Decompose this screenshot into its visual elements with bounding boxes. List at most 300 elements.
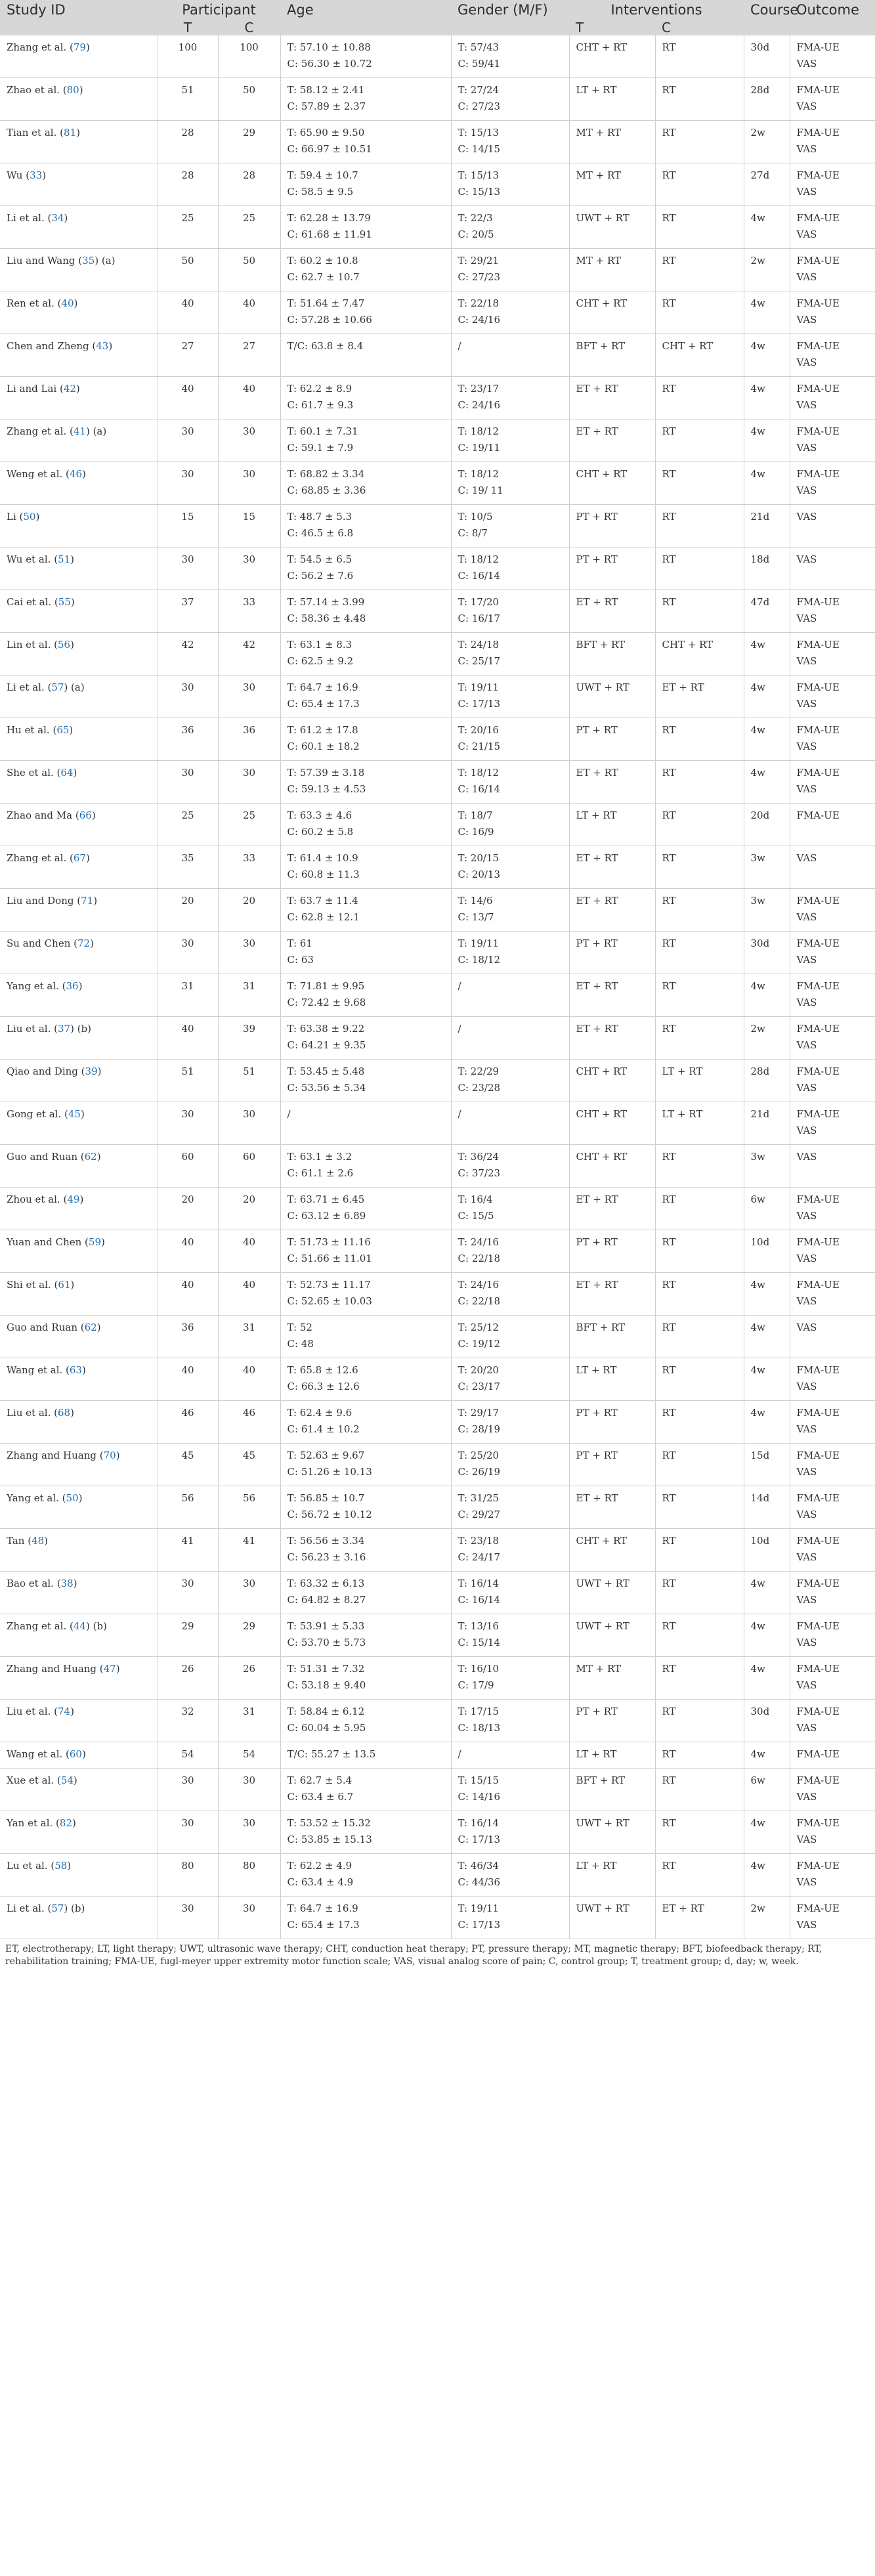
participant-t-cell: 30 <box>158 1811 218 1854</box>
outcome-cell <box>790 1017 875 1060</box>
participant-t-cell: 28 <box>158 121 218 163</box>
outcome-cell <box>790 1145 875 1188</box>
study-name: Guo and Ruan ( <box>7 1151 85 1163</box>
participant-c-cell: 27 <box>218 334 280 377</box>
course-cell: 4w <box>744 334 790 377</box>
intervention-c-cell: RT <box>655 78 744 121</box>
intervention-t-cell: ET + RT <box>569 1188 655 1230</box>
age-value: T: 48.7 ± 5.3 <box>287 511 352 523</box>
study-name: Su and Chen ( <box>7 937 77 949</box>
participant-c-cell: 56 <box>218 1486 280 1529</box>
gender-cell <box>451 1316 569 1358</box>
outcome-value: VAS <box>796 271 817 283</box>
reference-link[interactable]: 79 <box>73 41 86 53</box>
table-row <box>0 1401 875 1444</box>
gender-value: T: 18/12 <box>458 767 500 779</box>
participant-c-cell: 40 <box>218 1273 280 1316</box>
reference-link[interactable]: 47 <box>103 1663 116 1675</box>
intervention-t-cell: ET + RT <box>569 846 655 889</box>
outcome-value: FMA-UE <box>796 297 840 309</box>
intervention-c-cell: RT <box>655 974 744 1017</box>
course-cell: 30d <box>744 35 790 78</box>
intervention-c-cell: RT <box>655 249 744 291</box>
participant-t-cell: 15 <box>158 505 218 547</box>
study-name: Tian et al. ( <box>7 127 64 139</box>
gender-value: T: 16/4 <box>458 1193 493 1205</box>
intervention-c-cell: RT <box>655 1854 744 1897</box>
intervention-c-cell: RT <box>655 1188 744 1230</box>
participant-t-cell: 40 <box>158 1358 218 1401</box>
age-value: T: 65.8 ± 12.6 <box>287 1364 358 1376</box>
gender-value: T: 20/15 <box>458 852 500 864</box>
reference-link[interactable]: 74 <box>58 1706 71 1717</box>
intervention-t-cell: MT + RT <box>569 163 655 206</box>
outcome-value: FMA-UE <box>796 255 840 267</box>
study-name: Xue et al. ( <box>7 1774 61 1786</box>
reference-link[interactable]: 39 <box>85 1065 98 1077</box>
table-row <box>0 1742 875 1769</box>
gender-cell <box>451 1102 569 1145</box>
outcome-cell <box>790 121 875 163</box>
table-row <box>0 419 875 462</box>
intervention-t-cell: MT + RT <box>569 121 655 163</box>
reference-link[interactable]: 57 <box>51 681 64 693</box>
outcome-value: FMA-UE <box>796 468 840 480</box>
participant-t-cell: 30 <box>158 932 218 974</box>
participant-c-cell: 51 <box>218 1060 280 1102</box>
age-value: C: 60.2 ± 5.8 <box>287 826 354 838</box>
reference-link[interactable]: 54 <box>60 1774 74 1786</box>
reference-link[interactable]: 34 <box>51 212 64 224</box>
intervention-t-cell: ET + RT <box>569 889 655 932</box>
gender-value: T: 24/18 <box>458 639 500 651</box>
outcome-cell <box>790 291 875 334</box>
gender-value: C: 37/23 <box>458 1167 501 1179</box>
intervention-t-cell: PT + RT <box>569 1700 655 1742</box>
gender-value: C: 16/14 <box>458 570 501 582</box>
participant-c-cell: 60 <box>218 1145 280 1188</box>
reference-link[interactable]: 33 <box>30 169 43 181</box>
reference-link[interactable]: 45 <box>68 1108 81 1120</box>
gender-value: T: 25/12 <box>458 1321 500 1333</box>
intervention-c-cell: RT <box>655 35 744 78</box>
gender-value: C: 27/23 <box>458 100 501 112</box>
study-suffix: ) <box>101 1236 105 1248</box>
age-value: T/C: 55.27 ± 13.5 <box>287 1748 376 1760</box>
age-value: T: 60.1 ± 7.31 <box>287 425 358 437</box>
participant-c-cell: 28 <box>218 163 280 206</box>
gender-value: C: 16/17 <box>458 612 501 624</box>
reference-link[interactable]: 68 <box>58 1407 71 1419</box>
age-cell <box>280 1401 451 1444</box>
table-row <box>0 163 875 206</box>
reference-link[interactable]: 35 <box>82 255 95 267</box>
reference-link[interactable]: 66 <box>79 809 92 821</box>
age-cell <box>280 1316 451 1358</box>
study-suffix: ) <box>79 84 83 96</box>
table-row <box>0 1897 875 1939</box>
study-name: Tan ( <box>7 1535 32 1547</box>
outcome-value: VAS <box>796 1210 817 1222</box>
participant-t-cell: 40 <box>158 377 218 419</box>
outcome-cell <box>790 1060 875 1102</box>
course-cell: 4w <box>744 1854 790 1897</box>
participant-t-cell: 51 <box>158 78 218 121</box>
age-value: T: 60.2 ± 10.8 <box>287 255 358 267</box>
gender-value: / <box>458 1108 461 1120</box>
intervention-t-cell: UWT + RT <box>569 1572 655 1614</box>
outcome-value: VAS <box>796 1876 817 1888</box>
outcome-value: VAS <box>796 1637 817 1648</box>
reference-link[interactable]: 81 <box>63 127 77 139</box>
intervention-t-cell: ET + RT <box>569 761 655 804</box>
participant-c-cell: 46 <box>218 1401 280 1444</box>
outcome-cell <box>790 718 875 761</box>
gender-cell <box>451 1273 569 1316</box>
intervention-c-cell: CHT + RT <box>655 334 744 377</box>
intervention-c-cell: ET + RT <box>655 1897 744 1939</box>
study-name: Wu et al. ( <box>7 553 58 565</box>
age-value: T: 57.39 ± 3.18 <box>287 767 365 779</box>
age-cell <box>280 1230 451 1273</box>
gender-value: C: 28/19 <box>458 1423 501 1435</box>
participant-t-cell: 40 <box>158 1230 218 1273</box>
participant-c-cell: 30 <box>218 932 280 974</box>
gender-value: C: 14/15 <box>458 143 501 155</box>
course-cell: 4w <box>744 676 790 718</box>
intervention-c-cell: RT <box>655 206 744 249</box>
study-suffix: ) <box>90 937 94 949</box>
intervention-c-cell: RT <box>655 718 744 761</box>
intervention-t-cell: CHT + RT <box>569 462 655 505</box>
outcome-value: VAS <box>796 186 817 198</box>
gender-cell <box>451 761 569 804</box>
study-id-cell <box>0 633 158 676</box>
intervention-c-cell: RT <box>655 1145 744 1188</box>
outcome-value: FMA-UE <box>796 127 840 139</box>
participant-t-cell: 26 <box>158 1657 218 1700</box>
study-id-cell <box>0 1017 158 1060</box>
age-cell <box>280 505 451 547</box>
study-suffix: ) <box>96 1321 101 1333</box>
course-cell: 4w <box>744 206 790 249</box>
header-participant: Participant <box>158 0 280 20</box>
study-name: Guo and Ruan ( <box>7 1321 85 1333</box>
age-cell <box>280 1060 451 1102</box>
gender-cell <box>451 974 569 1017</box>
participant-t-cell: 25 <box>158 804 218 846</box>
gender-cell <box>451 1572 569 1614</box>
study-id-cell <box>0 35 158 78</box>
participant-c-cell: 30 <box>218 1811 280 1854</box>
study-id-cell <box>0 1401 158 1444</box>
outcome-value: FMA-UE <box>796 1620 840 1632</box>
table-row <box>0 334 875 377</box>
age-cell <box>280 547 451 590</box>
outcome-value: FMA-UE <box>796 639 840 651</box>
reference-link[interactable]: 36 <box>66 980 79 992</box>
outcome-value: VAS <box>796 399 817 411</box>
course-cell: 10d <box>744 1529 790 1572</box>
participant-t-cell: 80 <box>158 1854 218 1897</box>
gender-value: T: 14/6 <box>458 895 493 907</box>
intervention-t-cell: PT + RT <box>569 1444 655 1486</box>
course-cell: 47d <box>744 590 790 633</box>
age-value: C: 63.12 ± 6.89 <box>287 1210 366 1222</box>
gender-value: C: 18/12 <box>458 954 501 966</box>
outcome-value: VAS <box>796 58 817 70</box>
age-cell <box>280 206 451 249</box>
age-value: T: 63.38 ± 9.22 <box>287 1023 365 1035</box>
reference-link[interactable]: 50 <box>23 511 36 523</box>
age-cell <box>280 462 451 505</box>
gender-value: C: 24/16 <box>458 314 501 326</box>
participant-t-cell: 40 <box>158 1273 218 1316</box>
study-suffix: ) <box>82 468 86 480</box>
intervention-t-cell: ET + RT <box>569 1273 655 1316</box>
gender-cell <box>451 1811 569 1854</box>
outcome-cell <box>790 804 875 846</box>
study-name: Zhang and Huang ( <box>7 1663 104 1675</box>
course-cell: 4w <box>744 377 790 419</box>
age-value: T: 71.81 ± 9.95 <box>287 980 365 992</box>
reference-link[interactable]: 65 <box>56 724 70 736</box>
reference-link[interactable]: 56 <box>58 639 71 651</box>
participant-t-cell: 30 <box>158 419 218 462</box>
gender-value: C: 18/13 <box>458 1722 501 1734</box>
outcome-value: VAS <box>796 1125 817 1136</box>
intervention-c-cell: RT <box>655 505 744 547</box>
participant-c-cell: 42 <box>218 633 280 676</box>
gender-value: / <box>458 340 461 352</box>
age-value: T: 63.32 ± 6.13 <box>287 1578 365 1589</box>
reference-link[interactable]: 80 <box>66 84 79 96</box>
intervention-t-cell: ET + RT <box>569 377 655 419</box>
outcome-cell <box>790 889 875 932</box>
participant-t-cell: 32 <box>158 1700 218 1742</box>
reference-link[interactable]: 55 <box>58 596 71 608</box>
reference-link[interactable]: 41 <box>73 425 86 437</box>
outcome-cell <box>790 1529 875 1572</box>
gender-cell <box>451 1614 569 1657</box>
study-id-cell <box>0 1060 158 1102</box>
age-cell <box>280 590 451 633</box>
reference-link[interactable]: 43 <box>96 340 109 352</box>
outcome-value: VAS <box>796 1791 817 1803</box>
study-suffix: ) <box>79 1193 84 1205</box>
gender-value: C: 17/13 <box>458 1834 501 1845</box>
reference-link[interactable]: 46 <box>69 468 82 480</box>
outcome-value: FMA-UE <box>796 1449 840 1461</box>
intervention-c-cell: RT <box>655 1614 744 1657</box>
reference-link[interactable]: 62 <box>84 1151 97 1163</box>
outcome-cell <box>790 1401 875 1444</box>
participant-t-cell: 40 <box>158 1017 218 1060</box>
age-value: T: 58.12 ± 2.41 <box>287 84 365 96</box>
participant-c-cell: 41 <box>218 1529 280 1572</box>
reference-link[interactable]: 42 <box>63 383 76 395</box>
gender-value: T: 16/14 <box>458 1817 500 1829</box>
table-row <box>0 249 875 291</box>
reference-link[interactable]: 63 <box>69 1364 82 1376</box>
table-row <box>0 804 875 846</box>
intervention-c-cell: RT <box>655 1230 744 1273</box>
reference-link[interactable]: 49 <box>67 1193 80 1205</box>
study-id-cell <box>0 206 158 249</box>
reference-link[interactable]: 37 <box>58 1023 71 1035</box>
reference-link[interactable]: 62 <box>84 1321 97 1333</box>
header-age: Age <box>280 0 451 20</box>
age-value: C: 62.8 ± 12.1 <box>287 911 360 923</box>
age-cell <box>280 846 451 889</box>
intervention-c-cell: RT <box>655 1273 744 1316</box>
study-name: Li ( <box>7 511 24 523</box>
study-name: Bao et al. ( <box>7 1578 61 1589</box>
age-cell <box>280 35 451 78</box>
outcome-cell <box>790 334 875 377</box>
study-suffix: ) <box>97 1065 102 1077</box>
gender-value: C: 20/13 <box>458 869 501 880</box>
study-id-cell <box>0 1444 158 1486</box>
reference-link[interactable]: 60 <box>69 1748 82 1760</box>
reference-link[interactable]: 82 <box>59 1817 73 1829</box>
intervention-t-cell: LT + RT <box>569 1358 655 1401</box>
study-suffix: ) <box>42 169 47 181</box>
reference-link[interactable]: 48 <box>32 1535 45 1547</box>
age-value: C: 60.8 ± 11.3 <box>287 869 360 880</box>
study-id-cell <box>0 889 158 932</box>
gender-cell <box>451 1017 569 1060</box>
gender-value: T: 19/11 <box>458 937 500 949</box>
participant-t-cell: 56 <box>158 1486 218 1529</box>
gender-value: T: 15/13 <box>458 127 500 139</box>
outcome-value: VAS <box>796 1834 817 1845</box>
intervention-t-cell: UWT + RT <box>569 1897 655 1939</box>
study-suffix: ) (a) <box>95 255 116 267</box>
outcome-value: VAS <box>796 741 817 752</box>
intervention-c-cell: CHT + RT <box>655 633 744 676</box>
age-value: T: 63.1 ± 3.2 <box>287 1151 352 1163</box>
age-value: C: 66.3 ± 12.6 <box>287 1381 360 1392</box>
age-value: C: 64.21 ± 9.35 <box>287 1039 366 1051</box>
reference-link[interactable]: 51 <box>58 553 71 565</box>
gender-cell <box>451 1742 569 1769</box>
age-value: C: 53.85 ± 15.13 <box>287 1834 372 1845</box>
participant-t-cell: 46 <box>158 1401 218 1444</box>
age-value: T: 61.2 ± 17.8 <box>287 724 358 736</box>
outcome-cell <box>790 419 875 462</box>
reference-link[interactable]: 44 <box>73 1620 86 1632</box>
participant-c-cell: 54 <box>218 1742 280 1769</box>
outcome-cell <box>790 35 875 78</box>
study-id-cell <box>0 505 158 547</box>
course-cell: 4w <box>744 1657 790 1700</box>
age-value: T: 61 <box>287 937 312 949</box>
gender-value: C: 24/17 <box>458 1551 501 1563</box>
intervention-t-cell: MT + RT <box>569 249 655 291</box>
gender-value: T: 31/25 <box>458 1492 500 1504</box>
outcome-value: VAS <box>796 356 817 368</box>
header-participant-t: T <box>158 20 218 35</box>
age-cell <box>280 1811 451 1854</box>
intervention-c-cell: RT <box>655 932 744 974</box>
gender-value: C: 17/9 <box>458 1679 494 1691</box>
intervention-c-cell: RT <box>655 1017 744 1060</box>
reference-link[interactable]: 71 <box>81 895 94 907</box>
intervention-t-cell: ET + RT <box>569 590 655 633</box>
gender-value: C: 13/7 <box>458 911 494 923</box>
reference-link[interactable]: 59 <box>88 1236 101 1248</box>
reference-link[interactable]: 58 <box>54 1860 68 1872</box>
participant-c-cell: 36 <box>218 718 280 761</box>
study-id-cell <box>0 932 158 974</box>
participant-c-cell: 40 <box>218 291 280 334</box>
outcome-value: VAS <box>796 1466 817 1478</box>
participant-t-cell: 20 <box>158 1188 218 1230</box>
age-value: C: 58.5 ± 9.5 <box>287 186 354 198</box>
course-cell: 4w <box>744 974 790 1017</box>
age-value: C: 53.18 ± 9.40 <box>287 1679 366 1691</box>
gender-cell <box>451 291 569 334</box>
course-cell: 21d <box>744 505 790 547</box>
reference-link[interactable]: 64 <box>60 767 74 779</box>
age-value: T: 62.2 ± 4.9 <box>287 1860 352 1872</box>
outcome-value: VAS <box>796 1151 817 1163</box>
gender-value: / <box>458 1748 461 1760</box>
outcome-cell <box>790 505 875 547</box>
study-name: Wu ( <box>7 169 30 181</box>
study-id-cell <box>0 804 158 846</box>
reference-link[interactable]: 40 <box>61 297 74 309</box>
outcome-value: VAS <box>796 852 817 864</box>
reference-link[interactable]: 57 <box>51 1902 64 1914</box>
intervention-t-cell: BFT + RT <box>569 1769 655 1811</box>
gender-value: C: 16/9 <box>458 826 494 838</box>
reference-link[interactable]: 70 <box>103 1449 116 1461</box>
age-cell <box>280 1444 451 1486</box>
intervention-c-cell: RT <box>655 1486 744 1529</box>
reference-link[interactable]: 67 <box>73 852 86 864</box>
age-value: T: 59.4 ± 10.7 <box>287 169 358 181</box>
intervention-c-cell: RT <box>655 1316 744 1358</box>
age-value: C: 56.72 ± 10.12 <box>287 1509 372 1520</box>
age-value: C: 57.89 ± 2.37 <box>287 100 366 112</box>
gender-value: C: 19/ 11 <box>458 484 503 496</box>
outcome-cell <box>790 761 875 804</box>
study-suffix: ) <box>69 724 74 736</box>
reference-link[interactable]: 38 <box>60 1578 74 1589</box>
gender-cell <box>451 78 569 121</box>
course-cell: 4w <box>744 1572 790 1614</box>
outcome-value: FMA-UE <box>796 1748 840 1760</box>
intervention-c-cell: RT <box>655 1401 744 1444</box>
outcome-value: FMA-UE <box>796 383 840 395</box>
gender-cell <box>451 35 569 78</box>
reference-link[interactable]: 61 <box>58 1279 71 1291</box>
age-cell <box>280 1572 451 1614</box>
reference-link[interactable]: 50 <box>66 1492 79 1504</box>
outcome-value: FMA-UE <box>796 1279 840 1291</box>
table-row <box>0 1572 875 1614</box>
reference-link[interactable]: 72 <box>77 937 91 949</box>
age-value: T: 68.82 ± 3.34 <box>287 468 365 480</box>
gender-value: T: 29/21 <box>458 255 500 267</box>
outcome-value: FMA-UE <box>796 1023 840 1035</box>
participant-t-cell: 28 <box>158 163 218 206</box>
participant-t-cell: 20 <box>158 889 218 932</box>
outcome-value: VAS <box>796 911 817 923</box>
participant-t-cell: 40 <box>158 291 218 334</box>
